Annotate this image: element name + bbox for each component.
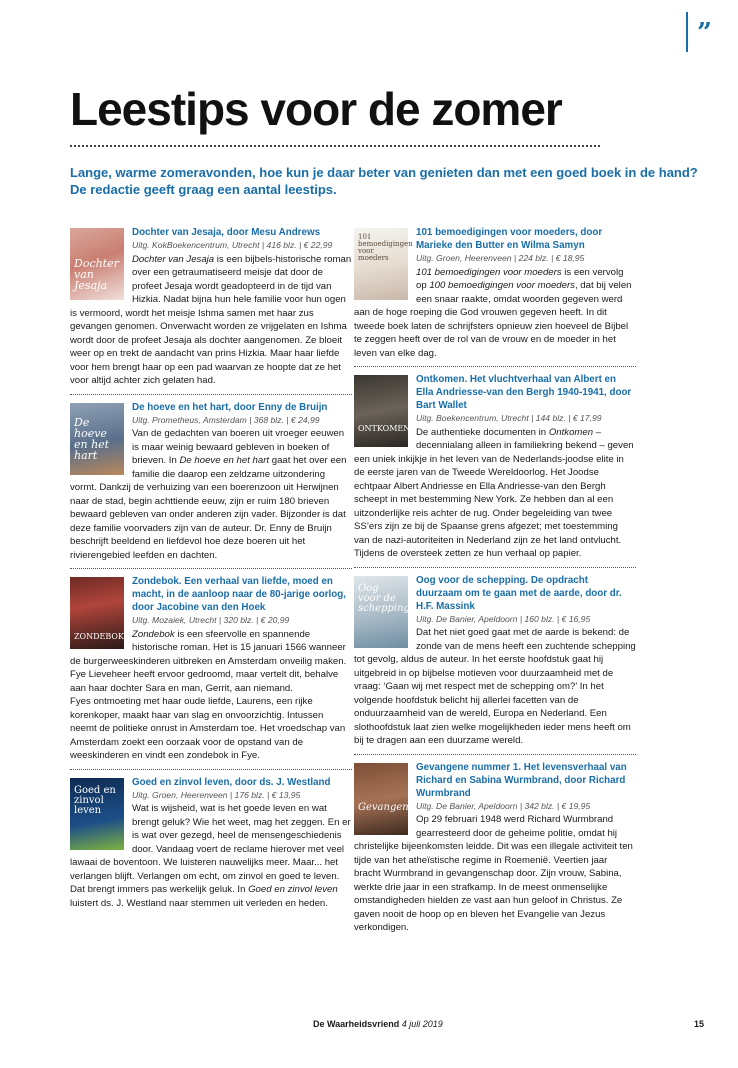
review-divider (70, 769, 352, 770)
review-title: 101 bemoedigingen voor moeders, door Marieke den Butter en Wilma Samyn (416, 227, 603, 251)
review-ontkomen (354, 373, 636, 561)
intro-line-2: De redactie geeft graag een aantal leestips. (70, 182, 337, 197)
review-body: De authentieke documenten in Ontkomen – decennialang alleen in familiekring bekend – geven een uniek inkijkje in het leven van de Nederlands-joodse elite in de eerste jaren van de Tweede Wereldoorlog. Het Joodse echtpaar Albert Andriesse en Ella Andriesse-van den Bergh scheept in met bestemming New York. Ze hebben dan al een uitzonderlijke reis achter de rug. Onder begeleiding van twee SS’ers zijn ze bij de Spaanse grens afgezet; met toestemming van de nazi-autoriteiten in Nederland zijn ze het land ontvlucht. Tijdens de oversteek zetten ze hun verhaal op papier. (354, 426, 634, 559)
review-divider (70, 394, 352, 395)
book-cover: Oog voor de schepping (354, 576, 408, 648)
book-cover: Dochter van Jesaja (70, 228, 124, 300)
review-body: Dochter van Jesaja is een bijbels-historische roman over een getraumatiseerd meisje dat door de profeet Jesaja wordt geadopteerd in de tijd van Hizkia. Nadat bijna hun hele familie voor hun ogen is vermoord, wordt het meisje Ishma samen met haar zus gevangen genomen. Onverwacht worden ze vrijgelaten en Ishma wordt door de profeet Jesaja als dochter aangenomen. Ze bloeit weer op en trekt de aandacht van prins Hizkia. Maar haar liefde voor hem brengt haar op een pad waarvan ze hoopte dat ze het voor altijd achter zich gelaten had. (70, 253, 352, 386)
review-divider (354, 366, 636, 367)
intro-line-1: Lange, warme zomeravonden, hoe kun je daar beter van genieten dan met een goed boek in de hand? (70, 165, 698, 180)
book-cover: ZONDEBOK (70, 577, 124, 649)
review-title: Gevangene nummer 1. Het levensverhaal van Richard en Sabina Wurmbrand, door Richard Wurmbrand (416, 761, 627, 799)
quote-mark-icon: ” (697, 18, 712, 48)
review-body: Wat is wijsheid, wat is het goede leven en wat brengt geluk? Wie het weet, mag het zeggen. En er is wat over gezegd, heel de mensengeschiedenis door. Vandaag voert de reclame hierover met veel lawaai de boventoon. We luisteren nauwelijks meer. Maar... het verlangen blijft. Verlangen om echt, om zinvol en goed te leven. Dat brengt immers pas werkelijk geluk. In Goed en zinvol leven luistert ds. J. Westland naar stemmen uit verleden en heden. (70, 803, 351, 909)
page-number: 15 (694, 1019, 705, 1029)
review-meta: Uitg. De Banier, Apeldoorn | 160 blz. | € 16,95 (416, 613, 591, 624)
review-body-continued: Fyes ontmoeting met haar oude liefde, Laurens, een rijke korenkoper, maakt haar van slag en onvoorzichtig. Intussen neemt de politieke onrust in Amsterdam toe. Het vroedschap van Amsterdam zoekt een oorzaak voor de opstand van de weeskinderen en vindt een zondebok in Fye. (70, 696, 346, 761)
review-body: Van de gedachten van boeren uit vroeger eeuwen is maar weinig bewaard gebleven in boeken of brieven. In De hoeve en het hart gaat het over een familie die daarop een zeldzame uitzondering vormt. Dankzij de verhuizing van een boerenzoon uit Herwijnen naar de stad, begin achttiende eeuw, zijn er ruim 180 brieven bewaard gebleven van onder anderen zijn vader. Bijzonder is dat deze familie voorvaders zijn van de auteur. Dr. Enny de Bruijn beschrijft beeldend en liefdevol hoe deze boeren uit het rivierengebied leefden en dachten. (70, 428, 347, 561)
review-dochter-van-jesaja (70, 226, 352, 388)
footer-date: 4 juli 2019 (401, 1019, 443, 1029)
review-title: De hoeve en het hart, door Enny de Bruijn (132, 401, 328, 413)
review-101-bemoedigingen (354, 226, 636, 360)
review-meta: Uitg. KokBoekencentrum, Utrecht | 416 blz. | € 22,99 (132, 240, 333, 250)
book-cover: Gevangene (354, 763, 408, 835)
book-cover: De hoeve en het hart (70, 403, 124, 475)
review-oog-voor-de-schepping (354, 574, 636, 748)
title-divider (70, 145, 600, 147)
review-title: Ontkomen. Het vluchtverhaal van Albert en Ella Andriesse-van den Bergh 1940-1941, door Bart Wallet (416, 374, 632, 411)
review-body: Zondebok is een sfeervolle en spannende historische roman. Het is 15 januari 1566 wanneer de burgerweeskinderen uitbreken en Amsterdam onveilig maken. Fye Lieveheer heeft ervoor gedroomd, maar vertelt dit, behalve aan haar dochter Sara en man, Gerrit, aan niemand. (70, 628, 347, 694)
book-cover: Goed en zinvol leven (70, 778, 124, 850)
review-goed-en-zinvol-leven (70, 776, 352, 911)
footer-magazine: De Waarheidsvriend 4 juli 2019 (313, 1019, 443, 1029)
review-body: Dat het niet goed gaat met de aarde is bekend: de zonde van de mens heeft een zuchtende schepping tot gevolg, aldus de auteur. In het eerste hoofdstuk gaat hij uitgebreid in op bijbelse motieven voor duurzaamheid met de vraag: ‘Gaan wij met respect met de schepping om?’ In het volgende hoofdstuk belicht hij allerlei facetten van de onduurzaamheid van de wereld, Europa en Nederland. Een slothoofdstuk laat zien welke mogelijkheden ieder mens heeft om bij te dragen aan een duurzame wereld. (354, 627, 636, 746)
intro-text (70, 164, 698, 198)
review-meta: Uitg. De Banier, Apeldoorn | 342 blz. | € 19,95 (416, 800, 591, 811)
review-title: Zondebok. Een verhaal van liefde, moed en macht, in de aanloop naar de 80-jarige oorlog, door Jacobine van den Hoek (132, 576, 346, 613)
review-meta: Uitg. Mozaiek, Utrecht | 320 blz. | € 20,99 (132, 615, 290, 625)
right-column (354, 226, 636, 935)
review-divider (354, 754, 636, 755)
page-title: Leestips voor de zomer (70, 83, 562, 135)
review-body: Op 29 februari 1948 werd Richard Wurmbrand gearresteerd door de geheime politie, omdat hij christelijke bijeenkomsten leidde. Dit was een illegale activiteit ten tijde van het atheïstische regime in Roemenië. Veertien jaar bracht Wurmbrand in gevangenschap door. Zijn vrouw, Sabina, werkte drie jaar in een strafkamp. In de meest onmenselijke omstandigheden hielden ze vast aan hun geloof in Christus. Ze gaven nooit de hoop op en bleven het Evangelie van Jezus verkondigen. (354, 814, 633, 933)
review-gevangene-nummer-1 (354, 761, 636, 935)
review-divider (70, 568, 352, 569)
review-body: 101 bemoedigingen voor moeders is een vervolg op 100 bemoedigingen voor moeders, dat bij velen een snaar raakte, omdat woorden gegeven werd aan de hoge roeping die God vrouwen gegeven heeft. In dit tweede boek laten de schrijfsters opnieuw zien hoeveel de Bijbel te zeggen heeft over de rol van de vrouw en de moeder in het leven van elke dag. (354, 266, 632, 359)
review-de-hoeve-en-het-hart (70, 401, 352, 563)
review-meta: Uitg. Groen, Heerenveen | 224 blz. | € 18,95 (416, 253, 585, 263)
review-meta: Uitg. Boekencentrum, Utrecht | 144 blz. | € 17,99 (416, 413, 602, 423)
review-zondebok (70, 575, 352, 763)
quote-accent-bar (686, 12, 688, 52)
review-title: Oog voor de schepping. De opdracht duurzaam om te gaan met de aarde, door dr. H.F. Massink (416, 574, 622, 612)
review-title: Dochter van Jesaja, door Mesu Andrews (132, 227, 321, 238)
left-column (70, 226, 352, 910)
book-cover: ONTKOMEN (354, 375, 408, 447)
review-divider (354, 567, 636, 568)
review-title: Goed en zinvol leven, door ds. J. Westland (132, 776, 331, 788)
review-meta: Uitg. Prometheus, Amsterdam | 368 blz. | € 24,99 (132, 414, 320, 425)
book-cover: 101 bemoedigingen voor moeders (354, 228, 408, 300)
review-meta: Uitg. Groen, Heerenveen | 176 blz. | € 13,95 (132, 789, 301, 800)
